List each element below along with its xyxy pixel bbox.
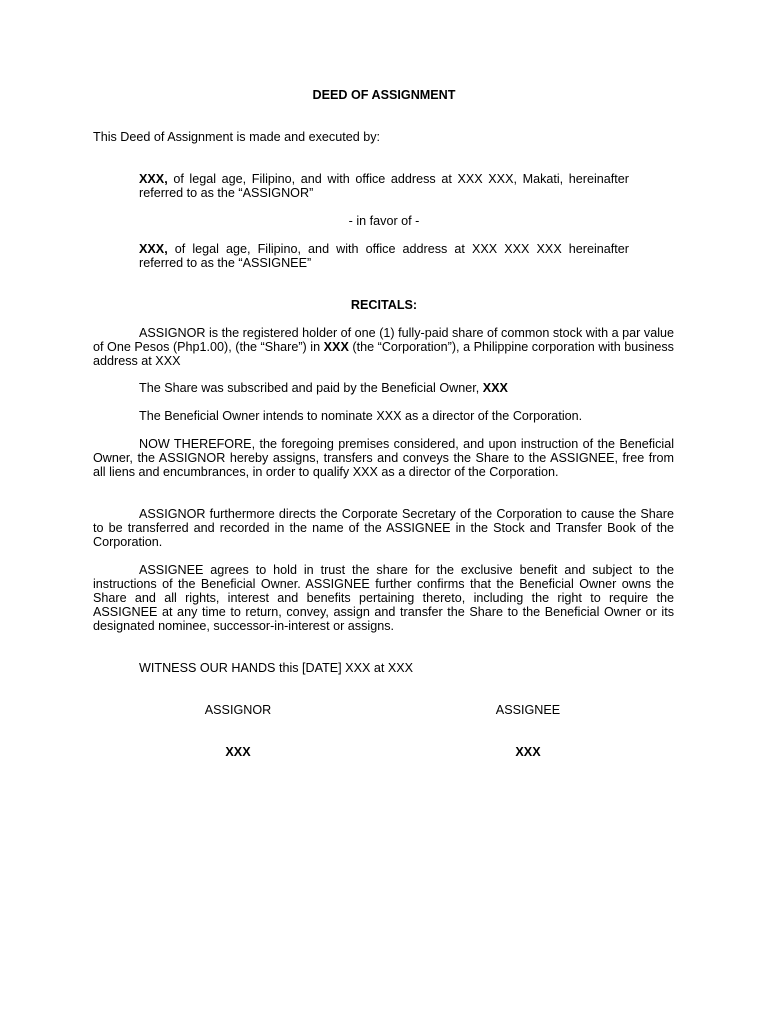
recital-1-part-1: ASSIGNOR is the registered holder of one (1) fully-paid share of common stock with a par value of One Pesos (Php1.00), (the “Share”) in xyxy=(93,326,674,354)
recital-paragraph-5: ASSIGNOR furthermore directs the Corporate Secretary of the Corporation to cause the Share to be transferred and recorded in the name of the ASSIGNEE in the Stock and Transfer Book of the Corporation. xyxy=(93,507,674,549)
assignee-party xyxy=(139,242,629,270)
recital-2-text: The Share was subscribed and paid by the Beneficial Owner, xyxy=(139,381,483,395)
signature-assignor-name: XXX xyxy=(225,745,251,759)
recital-paragraph-4: NOW THEREFORE, the foregoing premises considered, and upon instruction of the Beneficial Owner, the ASSIGNOR hereby assigns, transfers and conveys the Share to the ASSIGNEE, free from all liens and encumbrances, in order to qualify XXX as a director of the Corporation. xyxy=(93,437,674,479)
recital-paragraph-6: ASSIGNEE agrees to hold in trust the share for the exclusive benefit and subject to the instructions of the Beneficial Owner. ASSIGNEE further confirms that the Beneficial Owner owns the Share and all rights, interest and benefits pertaining thereto, including the right to require the ASSIGNEE at any time to return, convey, assign and transfer the Share to the Beneficial Owner or its designated nominee, successor-in-interest or assigns. xyxy=(93,563,674,633)
assignor-party-text: of legal age, Filipino, and with office address at XXX XXX, Makati, hereinafter referred to as the “ASSIGNOR” xyxy=(139,172,629,200)
assignor-party-name: XXX, xyxy=(139,172,168,186)
recitals-heading: RECITALS: xyxy=(350,298,418,312)
signature-assignee-label: ASSIGNEE xyxy=(495,703,561,717)
recital-1-part-2: (the “Corporation”), a Philippine corporation with business address at XXX xyxy=(93,340,674,368)
intro-line: This Deed of Assignment is made and executed by: xyxy=(93,130,381,144)
recital-paragraph-1 xyxy=(93,326,674,368)
recital-2-owner: XXX xyxy=(482,381,508,395)
signature-assignor-label: ASSIGNOR xyxy=(204,703,272,717)
recital-paragraph-2 xyxy=(139,381,674,395)
assignee-party-name: XXX, xyxy=(139,242,168,256)
assignor-party xyxy=(139,172,629,200)
recital-paragraph-3: The Beneficial Owner intends to nominate XXX as a director of the Corporation. xyxy=(139,409,583,423)
signature-assignee-name: XXX xyxy=(515,745,541,759)
assignee-party-text: of legal age, Filipino, and with office address at XXX XXX XXX hereinafter referred to as the “ASSIGNEE” xyxy=(139,242,629,270)
in-favor-of: - in favor of - xyxy=(348,214,420,228)
witness-line: WITNESS OUR HANDS this [DATE] XXX at XXX xyxy=(139,661,414,675)
document-title: DEED OF ASSIGNMENT xyxy=(312,88,456,102)
recital-1-corporation: XXX xyxy=(323,340,349,354)
